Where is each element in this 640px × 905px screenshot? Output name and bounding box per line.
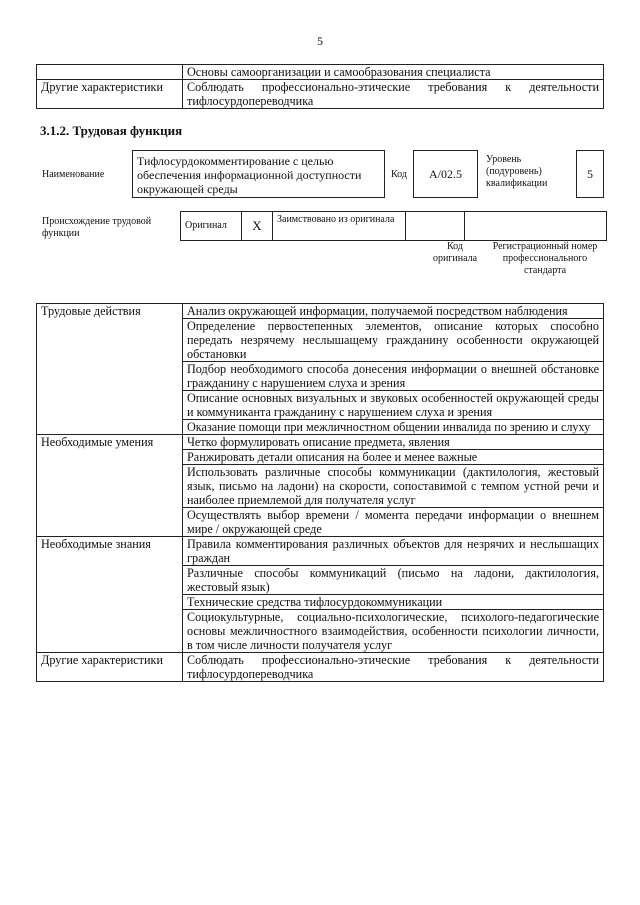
registration-caption: Регистрационный номер профессионального стандарта <box>492 241 598 276</box>
list-item: Различные способы коммуникаций (письмо на ладони, дактилология, жестовый язык) <box>183 566 604 595</box>
list-item: Подбор необходимого способа донесения информации о внешней обстановке гражданину с нарушением слуха и зрения <box>183 362 604 391</box>
page-number: 5 <box>317 34 323 48</box>
original-label: Оригинал <box>181 212 242 241</box>
function-name-box: Тифлосурдокомментирование с целью обеспечения информационной доступности окружающей среды <box>132 150 385 198</box>
row-label <box>37 65 183 80</box>
section-label-knowledge: Необходимые знания <box>37 537 183 653</box>
top-continuation-table <box>36 64 604 109</box>
level-label: Уровень (подуровень) квалификации <box>486 154 548 189</box>
section-heading: 3.1.2. Трудовая функция <box>40 123 183 138</box>
row-text: Основы самоорганизации и самообразования специалиста <box>183 65 604 80</box>
list-item: Соблюдать профессионально-этические требования к деятельности тифлосурдопереводчика <box>183 653 604 682</box>
name-label: Наименование <box>42 169 105 180</box>
registration-number-cell <box>465 212 607 241</box>
table-row <box>37 65 604 80</box>
list-item: Оказание помощи при межличностном общении инвалида по зрению и слуху <box>183 420 604 435</box>
list-item: Ранжировать детали описания на более и менее важные <box>183 450 604 465</box>
table-row <box>37 537 604 566</box>
table-row <box>37 653 604 682</box>
section-label-other: Другие характеристики <box>37 653 183 682</box>
level-value-box: 5 <box>576 150 604 198</box>
list-item: Анализ окружающей информации, получаемой посредством наблюдения <box>183 304 604 319</box>
code-original-caption: Код оригинала <box>432 241 478 264</box>
table-row <box>37 435 604 450</box>
original-mark: X <box>242 212 273 241</box>
original-code-cell <box>406 212 465 241</box>
section-label-skills: Необходимые умения <box>37 435 183 537</box>
code-value-box: A/02.5 <box>413 150 478 198</box>
table-row <box>37 80 604 109</box>
section-label-actions: Трудовые действия <box>37 304 183 435</box>
origin-label: Происхождение трудовой функции <box>42 216 152 239</box>
list-item: Четко формулировать описание предмета, явления <box>183 435 604 450</box>
list-item: Осуществлять выбор времени / момента передачи информации о внешнем мире / окружающей среде <box>183 508 604 537</box>
labor-function-table <box>36 303 604 682</box>
origin-table <box>180 211 607 241</box>
list-item: Описание основных визуальных и звуковых особенностей окружающей среды и коммуниканта гражданину с нарушением слуха и зрения <box>183 391 604 420</box>
list-item: Использовать различные способы коммуникации (дактилология, жестовый язык, письмо на ладони) на скорости, сопоставимой с темпом устной речи и наиболее приемлемой для получателя услуг <box>183 465 604 508</box>
row-text: Соблюдать профессионально-этические требования к деятельности тифлосурдопереводчика <box>183 80 604 109</box>
code-label: Код <box>391 169 407 180</box>
row-label: Другие характеристики <box>37 80 183 109</box>
list-item: Социокультурные, социально-психологические, психолого-педагогические основы межличностного взаимодействия, особенности психологии личности, в том числе личности получателя услуг <box>183 610 604 653</box>
list-item: Технические средства тифлосурдокоммуникации <box>183 595 604 610</box>
list-item: Определение первостепенных элементов, описание которых способно передать незрячему неслышащему гражданину особенности окружающей обстановки <box>183 319 604 362</box>
borrowed-label: Заимствовано из оригинала <box>273 212 406 241</box>
table-row <box>181 212 607 241</box>
list-item: Правила комментирования различных объектов для незрячих и неслышащих граждан <box>183 537 604 566</box>
table-row <box>37 304 604 319</box>
